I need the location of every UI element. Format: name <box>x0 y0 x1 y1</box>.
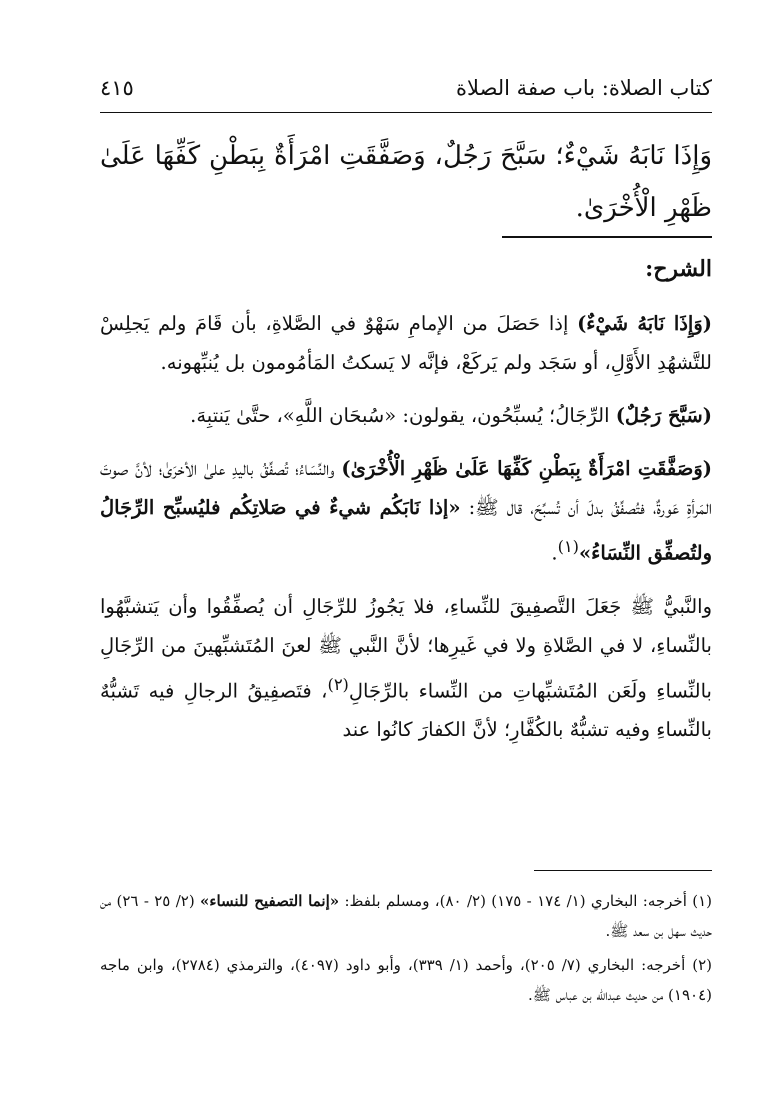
matn-quote: (سَبَّحَ رَجُلٌ) <box>615 404 712 427</box>
footnotes <box>100 886 712 1014</box>
footnote-text-continued: (٢/ ٢٥ - ٢٦) من حديث سهل بن سعد ﷺ. <box>100 892 712 940</box>
footnote-ref: (٢) <box>327 674 349 694</box>
paragraph-end: . <box>551 541 558 565</box>
footnote-1 <box>100 886 712 946</box>
matn-divider <box>502 236 712 238</box>
header-rule <box>100 112 712 113</box>
footnote-text: (١) أخرجه: البخاري (١/ ١٧٤ - ١٧٥) (٢/ ٨٠)، ومسلم بلفظ: <box>339 892 712 910</box>
chapter-title: كتاب الصلاة: باب صفة الصلاة <box>456 76 712 100</box>
footnote-bold: «إنما التصفيح للنساء» <box>200 892 340 910</box>
running-header <box>100 76 712 110</box>
paragraph-2 <box>100 396 712 435</box>
matn-quote: (وَصَفَّقَتِ امْرَأَةٌ بِبَطْنِ كَفِّهَا عَلَىٰ ظَهْرِ الْأُخْرَىٰ) <box>341 457 713 480</box>
sharh-heading: الشرح: <box>645 256 712 282</box>
paragraph-text-continued: ، فتَصفِيقُ الرجالِ فيه تَشبُّهٌ بالنِّساءِ وفيه تشبُّهٌ بالكُفَّارِ؛ لأنَّ الكفارَ كانُوا عند <box>100 679 712 741</box>
commentary <box>100 304 712 763</box>
paragraph-1 <box>100 304 712 382</box>
matn-quote: (وَإِذَا نَابَهُ شَيْءٌ) <box>577 312 712 335</box>
paragraph-text: إذا حَصَلَ من الإمامِ سَهْوٌ في الصَّلاةِ، بأن قَامَ ولم يَجلِسْ للتَّشهُدِ الأَوَّلِ، أو سَجَد ولم يَركَعْ، فإنَّه لا يَسكتُ المَأمُومون بل يُنبِّهونه. <box>100 312 712 374</box>
footnote-text: (٢) أخرجه: البخاري (٧/ ٢٠٥)، وأحمد (١/ ٣٣٩)، وأبو داود (٤٠٩٧)، والترمذي (٢٧٨٤)، وابن ماجه (١٩٠٤) من حديث عبدالله بن عباس ﷺ. <box>100 956 712 1004</box>
paragraph-3 <box>100 449 712 573</box>
paragraph-4 <box>100 587 712 750</box>
page-number: ٤١٥ <box>100 76 134 100</box>
footnote-ref: (١) <box>557 537 579 556</box>
footnote-2 <box>100 950 712 1010</box>
hadith-quote: «إذا نَابَكُم شيءٌ في صَلاتِكُم فليُسبِّح الرِّجَالُ ولتُصفِّق النِّسَاءُ» <box>100 496 712 565</box>
paragraph-text: الرِّجَالُ؛ يُسبِّحُون، يقولون: «سُبحَان اللَّهِ»، حتَّىٰ يَنتبِهَ. <box>190 404 616 427</box>
paragraph-text: والنِّسَاءُ؛ تُصفِّقُ باليدِ علىٰ الأخرَىٰ؛ لأنَّ صوتَ المَرأةِ عَورةٌ، فتُصفِّقُ بدلَ أن تُسبِّحَ، قال ﷺ: <box>100 457 712 519</box>
book-page <box>100 58 712 1058</box>
paragraph-text: والنَّبيُّ ﷺ جَعَلَ التَّصفِيقَ للنِّساءِ، فلا يَجُوزُ للرِّجَالِ أن يُصفِّقُوا وأن يَتشبَّهُوا بالنِّساءِ، لا في الصَّلاةِ ولا في غَيرِها؛ لأنَّ النَّبي ﷺ لعنَ المُتَشبِّهينَ من الرِّجَالِ بالنِّساءِ ولَعَن المُتَشبِّهاتِ من النِّساء بالرِّجَالِ <box>100 594 712 702</box>
footnote-divider <box>534 870 712 871</box>
matn-text: وَإِذَا نَابَهُ شَيْءٌ؛ سَبَّحَ رَجُلٌ، وَصَفَّقَتِ امْرَأَةٌ بِبَطْنِ كَفِّهَا عَلَىٰ ظَهْرِ الْأُخْرَىٰ. <box>100 141 712 223</box>
